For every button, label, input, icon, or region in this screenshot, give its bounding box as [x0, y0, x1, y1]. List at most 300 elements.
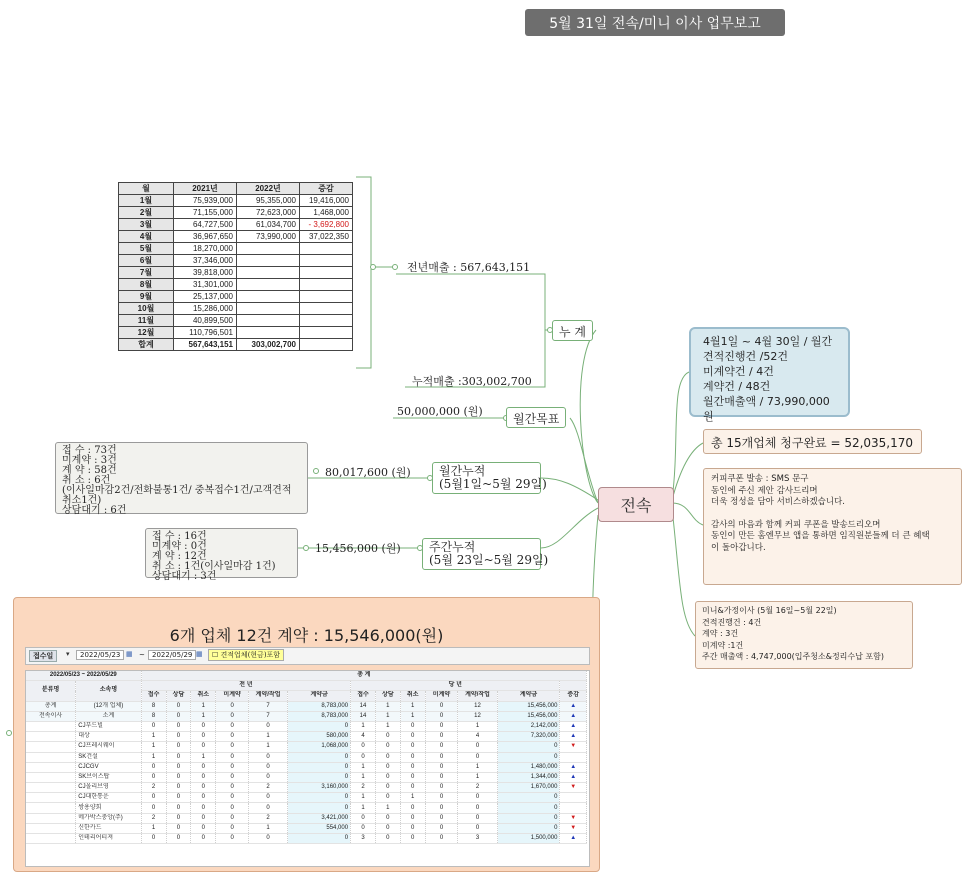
table-row[interactable] — [26, 752, 587, 762]
weekly-cum-node[interactable] — [422, 538, 549, 570]
value-cell: 8,783,000 — [288, 711, 351, 721]
total-header-cell: 총 계 — [141, 671, 586, 681]
table-row[interactable] — [26, 834, 587, 844]
cumulative-node[interactable]: 누 계 — [552, 320, 593, 341]
value-cell: 0 — [216, 752, 249, 762]
table-row — [119, 267, 353, 279]
table-row[interactable] — [26, 762, 587, 772]
value-cell: 0 — [400, 823, 425, 833]
increase-arrow-icon: ▲ — [560, 701, 587, 711]
decrease-arrow-icon: ▼ — [560, 742, 587, 752]
sales-2022-cell: 61,034,700 — [237, 219, 300, 231]
value-cell: 1,068,000 — [288, 742, 351, 752]
value-cell: 0 — [458, 803, 497, 813]
sales-2022-cell — [237, 327, 300, 339]
value-cell: 0 — [166, 701, 191, 711]
sub-header-cell: 취소 — [191, 691, 216, 701]
value-cell: 0 — [351, 813, 376, 823]
value-cell: 0 — [216, 732, 249, 742]
detail-line: 상담대기 : 6건 — [62, 505, 127, 516]
to-date-input[interactable]: 2022/05/29 — [148, 650, 196, 660]
increase-arrow-icon: ▲ — [560, 721, 587, 731]
company-cell: 신한카드 — [76, 823, 141, 833]
category-cell — [26, 783, 76, 793]
category-cell — [26, 834, 76, 844]
value-cell: 12 — [458, 711, 497, 721]
value-cell: 12 — [458, 701, 497, 711]
value-cell: 7 — [248, 711, 287, 721]
value-cell: 0 — [288, 762, 351, 772]
value-cell: 0 — [216, 823, 249, 833]
monthly-sales-table — [118, 182, 353, 351]
value-cell: 0 — [497, 803, 560, 813]
increase-arrow-icon: ▲ — [560, 711, 587, 721]
value-cell: 0 — [216, 762, 249, 772]
sub-header-cell: 접수 — [141, 691, 166, 701]
value-cell: 0 — [425, 772, 458, 782]
table-row[interactable] — [26, 742, 587, 752]
value-cell: 1 — [458, 762, 497, 772]
value-cell: 0 — [191, 732, 216, 742]
cumulative-sales: 누적매출 :303,002,700 — [412, 375, 532, 388]
sales-2022-cell: 72,623,000 — [237, 207, 300, 219]
april-summary-box[interactable] — [689, 327, 850, 423]
category-cell: 전속이사 — [26, 711, 76, 721]
value-cell: 0 — [166, 834, 191, 844]
summary-line: 계약건 / 48건 — [703, 380, 771, 393]
prev-year-sales: 전년매출 : 567,643,151 — [407, 261, 531, 274]
cur-year-header: 당 년 — [351, 681, 560, 691]
filter-bar — [25, 647, 590, 665]
category-cell — [26, 803, 76, 813]
month-cell: 3월 — [119, 219, 174, 231]
table-row[interactable] — [26, 793, 587, 803]
value-cell: 1 — [400, 711, 425, 721]
sales-2021-cell: 567,643,151 — [174, 339, 237, 351]
value-cell: 1,344,000 — [497, 772, 560, 782]
value-cell: 0 — [166, 711, 191, 721]
summary-line: 견적진행건 /52건 — [703, 350, 788, 363]
monthly-goal-node[interactable]: 월간목표 — [506, 407, 566, 428]
value-cell: 0 — [191, 772, 216, 782]
sales-2021-cell: 18,270,000 — [174, 243, 237, 255]
from-date-input[interactable]: 2022/05/23 — [76, 650, 124, 660]
month-cell: 4월 — [119, 231, 174, 243]
value-cell: 0 — [191, 783, 216, 793]
value-cell: 14 — [351, 701, 376, 711]
detail-line: 접 수 : 73건 — [62, 445, 117, 456]
table-row — [119, 243, 353, 255]
value-cell: 0 — [248, 834, 287, 844]
value-cell: 0 — [141, 793, 166, 803]
value-cell: 1 — [400, 701, 425, 711]
value-cell: 1 — [248, 823, 287, 833]
value-cell: 0 — [458, 823, 497, 833]
value-cell: 8,783,000 — [288, 701, 351, 711]
company-cell: CJ푸드빌 — [76, 721, 141, 731]
sub-header-cell: 계약/작업 — [248, 691, 287, 701]
value-cell: 1 — [351, 721, 376, 731]
table-row[interactable] — [26, 803, 587, 813]
detail-line: 취소1건) — [62, 495, 102, 506]
increase-arrow-icon: ▲ — [560, 834, 587, 844]
value-cell: 0 — [351, 823, 376, 833]
coupon-note-box[interactable] — [703, 468, 962, 585]
value-cell: 0 — [400, 803, 425, 813]
value-cell: 0 — [375, 823, 400, 833]
value-cell: 1,670,000 — [497, 783, 560, 793]
value-cell: 0 — [191, 813, 216, 823]
prev-year-header: 전 년 — [141, 681, 350, 691]
detail-line: 접 수 : 16건 — [152, 531, 207, 542]
category-cell — [26, 813, 76, 823]
value-cell: 0 — [458, 793, 497, 803]
month-cell: 6월 — [119, 255, 174, 267]
note-line: 동인에 주신 제안 감사드리며 — [711, 485, 818, 496]
month-cell: 10월 — [119, 303, 174, 315]
value-cell: 0 — [166, 813, 191, 823]
table-row — [119, 279, 353, 291]
change-cell — [300, 303, 353, 315]
value-cell: 1 — [141, 742, 166, 752]
value-cell: 8 — [141, 711, 166, 721]
value-cell: 0 — [375, 834, 400, 844]
month-cell: 7월 — [119, 267, 174, 279]
value-cell: 0 — [191, 793, 216, 803]
sub-header-cell: 상담 — [166, 691, 191, 701]
value-cell: 0 — [248, 762, 287, 772]
table-row[interactable] — [26, 813, 587, 823]
value-cell: 0 — [216, 742, 249, 752]
category-cell — [26, 762, 76, 772]
table-row[interactable] — [26, 732, 587, 742]
company-cell: SK건설 — [76, 752, 141, 762]
value-cell: 0 — [425, 762, 458, 772]
value-cell: 0 — [166, 793, 191, 803]
sub-header-cell: 취소 — [400, 691, 425, 701]
company-cell: CJ대한통운 — [76, 793, 141, 803]
change-cell — [300, 243, 353, 255]
value-cell: 0 — [248, 803, 287, 813]
detail-line: 계 약 : 12건 — [152, 551, 207, 562]
value-cell: 2 — [248, 783, 287, 793]
value-cell: 0 — [400, 813, 425, 823]
month-cell: 5월 — [119, 243, 174, 255]
trend-cell — [560, 803, 587, 813]
category-cell — [26, 721, 76, 731]
note-line: 동인이 만든 홈엔무브 앱을 통하면 임직원분들께 더 큰 혜택 — [711, 531, 930, 541]
value-cell: 1 — [191, 711, 216, 721]
node-label: 주간누적 — [429, 540, 476, 554]
value-cell: 0 — [425, 834, 458, 844]
note-line: 감사의 마음과 함께 커피 쿠폰을 발송드리오며 — [711, 519, 881, 530]
increase-arrow-icon: ▲ — [560, 762, 587, 772]
value-cell: 0 — [400, 752, 425, 762]
value-cell: 0 — [497, 823, 560, 833]
value-cell: 0 — [425, 793, 458, 803]
table-row — [119, 291, 353, 303]
value-cell: 0 — [141, 772, 166, 782]
header-month: 월 — [119, 183, 174, 195]
table-row — [119, 315, 353, 327]
value-cell: 2 — [458, 783, 497, 793]
value-cell: 0 — [458, 752, 497, 762]
value-cell: 0 — [216, 701, 249, 711]
summary-line: 미계약건 / 4건 — [703, 365, 774, 378]
sales-2021-cell: 110,796,501 — [174, 327, 237, 339]
value-cell: 0 — [216, 772, 249, 782]
table-row[interactable] — [26, 783, 587, 793]
value-cell: 8 — [141, 701, 166, 711]
value-cell: 0 — [166, 721, 191, 731]
increase-arrow-icon: ▲ — [560, 732, 587, 742]
category-cell — [26, 793, 76, 803]
month-cell: 1월 — [119, 195, 174, 207]
monthly-cum-detail — [55, 442, 308, 514]
sales-2021-cell: 40,899,500 — [174, 315, 237, 327]
node-label: (5월1일~5월 29일) — [439, 477, 547, 491]
table-row — [119, 207, 353, 219]
decrease-arrow-icon: ▼ — [560, 823, 587, 833]
table-row[interactable] — [26, 711, 587, 721]
sales-2022-cell — [237, 243, 300, 255]
company-cell: 메가박스중앙(주) — [76, 813, 141, 823]
value-cell: 1 — [141, 823, 166, 833]
value-cell: 0 — [425, 813, 458, 823]
value-cell: 4 — [458, 732, 497, 742]
value-cell: 15,456,000 — [497, 711, 560, 721]
center-topic-exclusive[interactable]: 전속 — [598, 487, 674, 522]
change-cell — [300, 255, 353, 267]
node-label: 월간누적 — [439, 464, 486, 478]
value-cell: 0 — [375, 813, 400, 823]
sales-2022-cell — [237, 267, 300, 279]
sub-header-cell: 계약금 — [288, 691, 351, 701]
value-cell: 3,421,000 — [288, 813, 351, 823]
company-cell: (12개 업체) — [76, 701, 141, 711]
value-cell: 1 — [191, 752, 216, 762]
date-type-select[interactable]: 접수일 — [29, 650, 57, 662]
value-cell: 0 — [497, 752, 560, 762]
value-cell: 0 — [400, 742, 425, 752]
value-cell: 0 — [425, 783, 458, 793]
value-cell: 7 — [248, 701, 287, 711]
header-2021: 2021년 — [174, 183, 237, 195]
summary-line: 4월1일 ~ 4월 30일 / 월간 — [703, 335, 833, 348]
value-cell: 1 — [400, 793, 425, 803]
company-cell: CJCGV — [76, 762, 141, 772]
value-cell: 1,500,000 — [497, 834, 560, 844]
sales-2021-cell: 37,346,000 — [174, 255, 237, 267]
sales-2022-cell — [237, 279, 300, 291]
mini-line: 계약 : 3건 — [702, 629, 739, 638]
value-cell: 1 — [351, 772, 376, 782]
value-cell: 0 — [216, 834, 249, 844]
value-cell: 0 — [375, 742, 400, 752]
sales-2021-cell: 36,967,650 — [174, 231, 237, 243]
checkbox-label: 견적업체(현금)포함 — [220, 651, 281, 659]
sales-2021-cell: 15,286,000 — [174, 303, 237, 315]
sub-header-cell: 계약/작업 — [458, 691, 497, 701]
sales-2022-cell: 73,990,000 — [237, 231, 300, 243]
note-line: 이 돌아갑니다. — [711, 542, 766, 553]
sales-2022-cell — [237, 291, 300, 303]
value-cell: 1 — [458, 772, 497, 782]
sub-header-cell: 증감 — [560, 691, 587, 701]
value-cell: 0 — [248, 772, 287, 782]
value-cell: 0 — [141, 721, 166, 731]
value-cell: 0 — [288, 793, 351, 803]
value-cell: 0 — [216, 711, 249, 721]
value-cell: 0 — [400, 732, 425, 742]
value-cell: 0 — [191, 803, 216, 813]
value-cell: 0 — [425, 721, 458, 731]
value-cell: 0 — [497, 793, 560, 803]
detail-line: 계 약 : 58건 — [62, 465, 117, 476]
company-cell: CJ프레시웨이 — [76, 742, 141, 752]
value-cell: 2 — [351, 783, 376, 793]
value-cell: 0 — [375, 783, 400, 793]
value-cell: 1 — [248, 732, 287, 742]
include-cash-checkbox[interactable]: ☐ 견적업체(현금)포함 — [208, 649, 284, 661]
report-title: 5월 31일 전속/미니 이사 업무보고 — [525, 9, 785, 36]
month-cell: 2월 — [119, 207, 174, 219]
weekly-cum-detail — [145, 528, 298, 582]
header-change: 증감 — [300, 183, 353, 195]
value-cell: 0 — [425, 803, 458, 813]
summary-line: 월간매출액 / 73,990,000원 — [703, 395, 830, 423]
company-cell: 인테리어티져 — [76, 834, 141, 844]
change-cell — [300, 339, 353, 351]
header-2022: 2022년 — [237, 183, 300, 195]
value-cell: 0 — [288, 752, 351, 762]
change-cell: - 3,692,800 — [300, 219, 353, 231]
chevron-down-icon[interactable]: ▾ — [66, 650, 70, 658]
table-row[interactable] — [26, 823, 587, 833]
monthly-cum-node[interactable] — [432, 462, 547, 494]
value-cell: 0 — [216, 803, 249, 813]
sub-header-cell: 상담 — [375, 691, 400, 701]
value-cell: 0 — [141, 803, 166, 813]
sub-header-cell: 접수 — [351, 691, 376, 701]
calendar-icon[interactable]: ▦ — [126, 650, 133, 658]
table-row[interactable] — [26, 772, 587, 782]
value-cell: 1 — [141, 732, 166, 742]
value-cell: 2 — [248, 813, 287, 823]
mini-line: 견적진행건 : 4건 — [702, 617, 762, 627]
value-cell: 0 — [141, 834, 166, 844]
value-cell: 15,456,000 — [497, 701, 560, 711]
value-cell: 0 — [166, 742, 191, 752]
table-row — [119, 219, 353, 231]
sales-2021-cell: 25,137,000 — [174, 291, 237, 303]
table-header-row — [119, 183, 353, 195]
value-cell: 3 — [458, 834, 497, 844]
sub-header-cell: 계약금 — [497, 691, 560, 701]
value-cell: 14 — [351, 711, 376, 721]
value-cell: 2,142,000 — [497, 721, 560, 731]
value-cell: 0 — [351, 752, 376, 762]
company-header: 소속명 — [76, 681, 141, 701]
table-row[interactable] — [26, 701, 587, 711]
mini-line: 미니&가정이사 (5월 16일~5월 22일) — [702, 606, 837, 615]
company-cell: CJ올리브영 — [76, 783, 141, 793]
value-cell: 0 — [191, 742, 216, 752]
sales-2022-cell — [237, 303, 300, 315]
date-range-tilde: ~ — [139, 651, 145, 659]
value-cell: 7,320,000 — [497, 732, 560, 742]
value-cell: 0 — [166, 803, 191, 813]
value-cell: 0 — [166, 823, 191, 833]
monthly-cum-value: 80,017,600 (원) — [325, 466, 411, 479]
note-line: 더욱 정성을 담아 서비스하겠습니다. — [711, 497, 845, 507]
change-cell — [300, 291, 353, 303]
month-cell: 11월 — [119, 315, 174, 327]
change-cell: 19,416,000 — [300, 195, 353, 207]
value-cell: 1 — [458, 721, 497, 731]
sales-2021-cell: 75,939,000 — [174, 195, 237, 207]
table-row — [119, 231, 353, 243]
detail-line: (이사일마감2건/전화불통1건/ 중복접수1건/고객견적 — [62, 485, 292, 496]
value-cell: 0 — [400, 772, 425, 782]
value-cell: 0 — [400, 762, 425, 772]
detail-line: 미계약 : 0건 — [152, 541, 207, 552]
value-cell: 0 — [425, 732, 458, 742]
value-cell: 0 — [375, 772, 400, 782]
goal-value: 50,000,000 (원) — [397, 405, 483, 418]
value-cell: 0 — [425, 742, 458, 752]
sales-2022-cell: 95,355,000 — [237, 195, 300, 207]
company-cell: 소계 — [76, 711, 141, 721]
sales-2021-cell: 39,818,000 — [174, 267, 237, 279]
value-cell: 0 — [400, 834, 425, 844]
decrease-arrow-icon: ▼ — [560, 783, 587, 793]
value-cell: 0 — [425, 701, 458, 711]
sub-header-cell: 미계약 — [216, 691, 249, 701]
change-cell — [300, 327, 353, 339]
value-cell: 2 — [141, 783, 166, 793]
value-cell: 0 — [497, 742, 560, 752]
sales-2022-cell — [237, 315, 300, 327]
category-cell: 총계 — [26, 701, 76, 711]
trend-cell — [560, 752, 587, 762]
value-cell: 0 — [400, 721, 425, 731]
node-label: (5월 23일~5월 29일) — [429, 553, 549, 567]
value-cell: 0 — [425, 711, 458, 721]
value-cell: 0 — [375, 762, 400, 772]
value-cell: 0 — [497, 813, 560, 823]
value-cell: 0 — [216, 783, 249, 793]
sales-2021-cell: 31,301,000 — [174, 279, 237, 291]
table-row[interactable] — [26, 721, 587, 731]
value-cell: 0 — [288, 721, 351, 731]
sub-header-cell: 미계약 — [425, 691, 458, 701]
company-cell: 쌍용양회 — [76, 803, 141, 813]
value-cell: 0 — [288, 803, 351, 813]
mini-move-box[interactable] — [695, 601, 913, 669]
value-cell: 0 — [216, 813, 249, 823]
value-cell: 1 — [375, 711, 400, 721]
value-cell: 1 — [375, 701, 400, 711]
period-header-row — [26, 671, 587, 681]
month-cell: 8월 — [119, 279, 174, 291]
value-cell: 0 — [425, 823, 458, 833]
billing-complete-box[interactable]: 총 15개업체 청구완료 = 52,035,170 — [703, 429, 922, 454]
value-cell: 0 — [425, 752, 458, 762]
summary-table — [26, 671, 587, 844]
calendar-icon[interactable]: ▦ — [196, 650, 203, 658]
month-cell: 합계 — [119, 339, 174, 351]
